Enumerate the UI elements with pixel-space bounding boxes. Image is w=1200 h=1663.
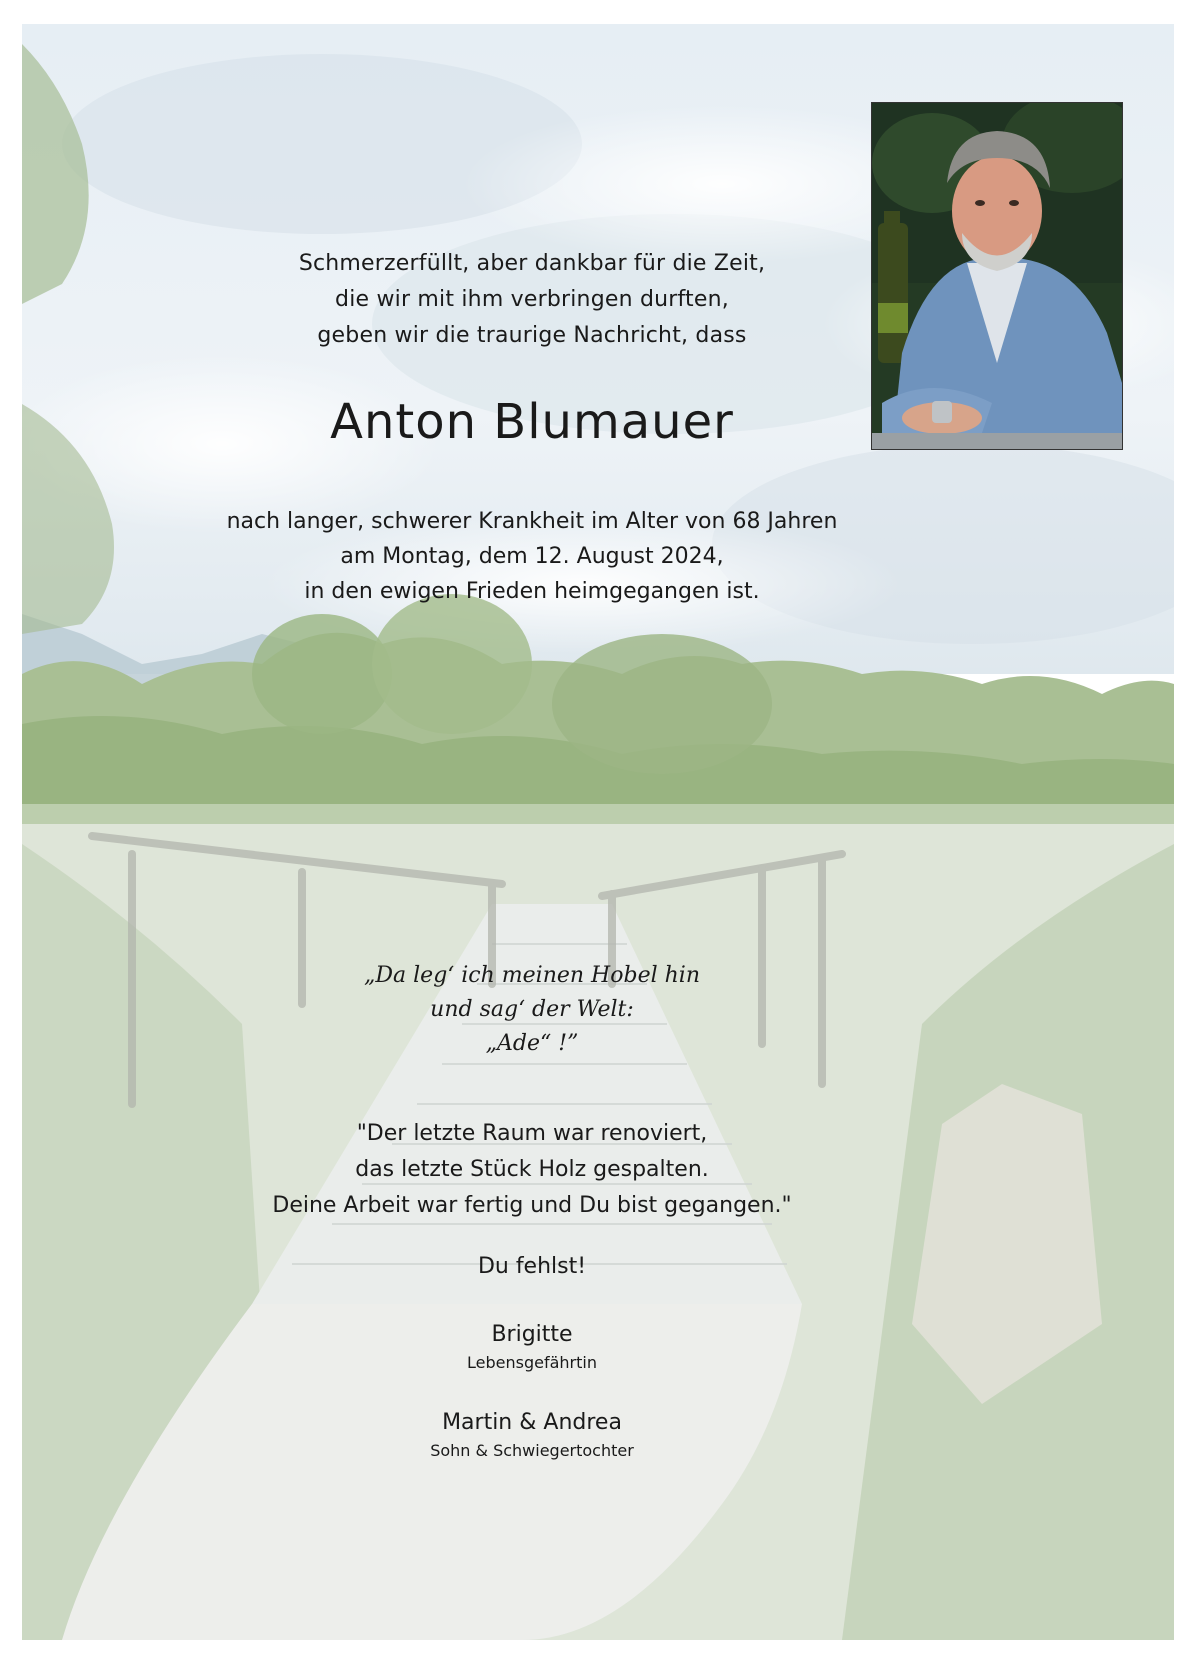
closing-text: Du fehlst! xyxy=(477,1254,587,1279)
intro-line-3: geben wir die traurige Nachricht, dass xyxy=(317,323,747,348)
details-line-1: nach langer, schwerer Krankheit im Alter von 68 Jahren xyxy=(226,509,838,534)
intro-line-2: die wir mit ihm verbringen durften, xyxy=(335,287,729,312)
prose-quote xyxy=(202,1116,862,1224)
portrait-photo xyxy=(871,102,1123,450)
prose-line-3: Deine Arbeit war fertig und Du bist gegangen." xyxy=(272,1193,792,1218)
obituary-card xyxy=(22,24,1174,1640)
mourner-2 xyxy=(382,1410,682,1460)
mourner-name: Brigitte xyxy=(491,1322,573,1347)
intro-text xyxy=(282,246,782,354)
verse-line-3: „Ade“ !” xyxy=(485,1031,579,1056)
prose-line-2: das letzte Stück Holz gespalten. xyxy=(355,1157,709,1182)
prose-line-1: "Der letzte Raum war renoviert, xyxy=(356,1121,708,1146)
mourner-role: Sohn & Schwiegertochter xyxy=(430,1441,634,1460)
intro-line-1: Schmerzerfüllt, aber dankbar für die Zeit, xyxy=(298,251,766,276)
mourner-1 xyxy=(382,1322,682,1372)
verse-line-2: und sag‘ der Welt: xyxy=(430,997,634,1022)
mourner-name: Martin & Andrea xyxy=(442,1410,622,1435)
details-line-2: am Montag, dem 12. August 2024, xyxy=(340,544,724,569)
details-line-3: in den ewigen Frieden heimgegangen ist. xyxy=(304,579,760,604)
mourner-role: Lebensgefährtin xyxy=(467,1353,597,1372)
verse-quote xyxy=(312,959,752,1061)
deceased-name: Anton Blumauer xyxy=(330,394,734,450)
death-details xyxy=(222,504,842,609)
verse-line-1: „Da leg‘ ich meinen Hobel hin xyxy=(364,963,700,988)
